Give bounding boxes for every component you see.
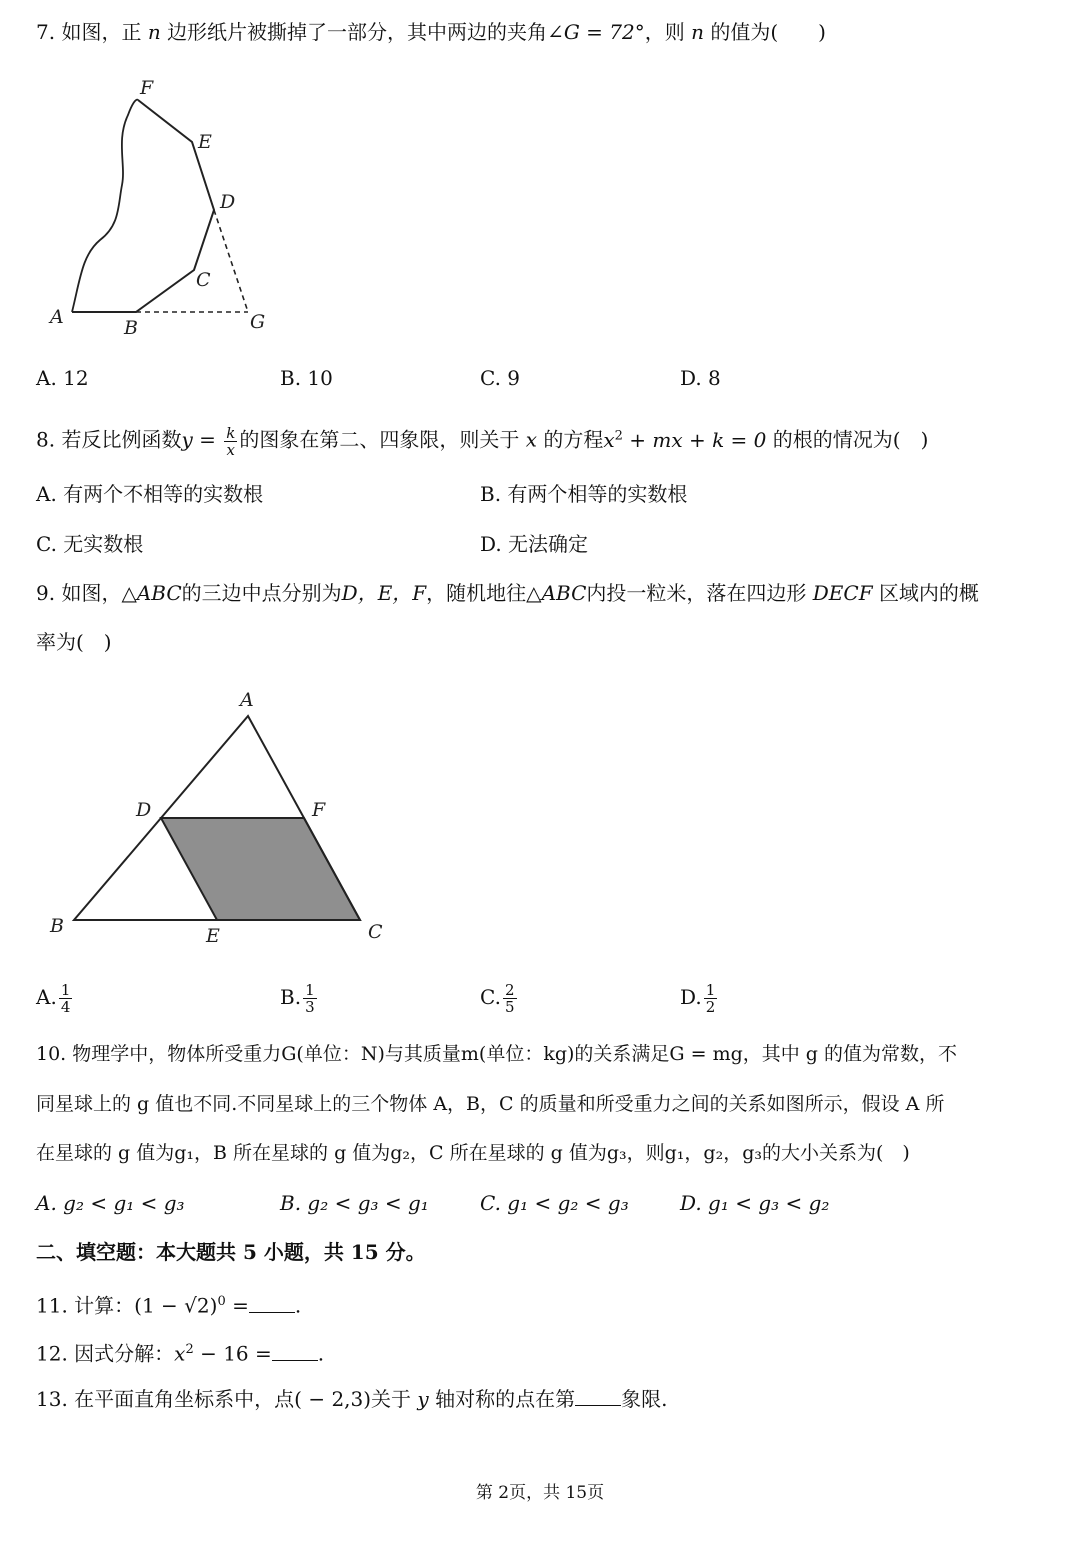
q9-option-d[interactable]: D. $\frac{1}{2}$ xyxy=(680,981,716,1016)
q7-label-F: F xyxy=(140,77,154,99)
q7-dashed-dg xyxy=(214,210,248,312)
q9-figure xyxy=(40,680,400,950)
q7-polygon-edges xyxy=(72,100,214,312)
q9-option-b[interactable]: B. $\frac{1}{3}$ xyxy=(280,981,315,1016)
q9-stem-line2: 率为( ) xyxy=(36,630,112,654)
q9-option-c-frac: $\frac{2}{5}$ xyxy=(504,981,515,1016)
q9-label-A: A xyxy=(240,689,254,711)
q10-option-a[interactable]: A. g₂ < g₁ < g₃ xyxy=(36,1191,185,1215)
q9-option-c[interactable]: C. $\frac{2}{5}$ xyxy=(480,981,515,1016)
q9-label-F: F xyxy=(312,799,326,821)
q10-stem-line1: 10. 物理学中，物体所受重力G(单位：N)与其质量m(单位：kg)的关系满足G = mg，其中 g 的值为常数，不 xyxy=(36,1043,958,1065)
section2-title: 二、填空题：本大题共 5 小题，共 15 分。 xyxy=(36,1240,426,1264)
q7-label-A: A xyxy=(50,306,64,328)
q10-stem-line2: 同星球上的 g 值也不同.不同星球上的三个物体 A，B，C 的质量和所受重力之间的关系如图所示，假设 A 所 xyxy=(36,1093,945,1115)
q7-option-b[interactable]: B. 10 xyxy=(280,366,333,390)
q7-torn-edge xyxy=(72,100,138,312)
q9-stem-line1: 9. 如图，△ABC的三边中点分别为D，E，F，随机地往△ABC内投一粒米，落在四边形 DECF 区域内的概 xyxy=(36,581,979,605)
q7-figure xyxy=(40,70,280,350)
q9-option-a-frac: $\frac{1}{4}$ xyxy=(60,981,71,1016)
q9-label-E: E xyxy=(206,925,220,947)
q7-label-B: B xyxy=(124,317,138,339)
page-footer: 第 2页，共 15页 xyxy=(475,1483,605,1503)
q7-label-G: G xyxy=(250,311,266,333)
q8-option-c[interactable]: C. 无实数根 xyxy=(36,532,144,556)
q9-label-C: C xyxy=(368,921,383,943)
q8-option-d[interactable]: D. 无法确定 xyxy=(480,532,589,556)
q9-shaded-quad-decf xyxy=(161,818,360,920)
q13-stem: 13. 在平面直角坐标系中，点( − 2,3)关于 y 轴对称的点在第 象限. xyxy=(36,1387,668,1411)
q10-option-d[interactable]: D. g₁ < g₃ < g₂ xyxy=(680,1191,830,1215)
q12-stem: 12. 因式分解：$x^2 - 16$ = . xyxy=(36,1341,325,1366)
q8-fraction: $\frac{k}{x}$ xyxy=(226,423,236,459)
q7-option-c[interactable]: C. 9 xyxy=(480,366,521,390)
q7-option-a[interactable]: A. 12 xyxy=(36,366,89,390)
q7-stem: 7. 如图，正 n 边形纸片被撕掉了一部分，其中两边的夹角∠G = 72°，则 n 的值为( ) xyxy=(36,20,826,44)
q7-label-C: C xyxy=(196,269,211,291)
q10-option-c[interactable]: C. g₁ < g₂ < g₃ xyxy=(480,1191,629,1215)
q12-answer-blank[interactable] xyxy=(272,1342,318,1361)
q13-answer-blank[interactable] xyxy=(575,1387,621,1406)
q9-option-a[interactable]: A. $\frac{1}{4}$ xyxy=(36,981,71,1016)
q8-option-a[interactable]: A. 有两个不相等的实数根 xyxy=(36,482,264,506)
q7-label-D: D xyxy=(220,191,236,213)
q11-answer-blank[interactable] xyxy=(249,1294,295,1313)
q8-option-b[interactable]: B. 有两个相等的实数根 xyxy=(480,482,688,506)
q10-option-b[interactable]: B. g₂ < g₃ < g₁ xyxy=(280,1191,429,1215)
q9-option-d-frac: $\frac{1}{2}$ xyxy=(705,981,716,1016)
q9-label-B: B xyxy=(50,915,64,937)
q10-stem-line3: 在星球的 g 值为g₁，B 所在星球的 g 值为g₂，C 所在星球的 g 值为g₃，则g₁，g₂，g₃的大小关系为( ) xyxy=(36,1142,910,1164)
q9-label-D: D xyxy=(136,799,152,821)
q7-option-d[interactable]: D. 8 xyxy=(680,366,721,390)
q8-stem: 8. 若反比例函数y = $\frac{k}{x}$ 的图象在第二、四象限，则关于 x 的方程$x^2$ + mx + k = 0 的根的情况为( ) xyxy=(36,423,929,459)
q7-label-E: E xyxy=(198,131,212,153)
q9-option-b-frac: $\frac{1}{3}$ xyxy=(305,981,315,1016)
q11-stem: 11. 计算：$(1 - √2)^0$ = . xyxy=(36,1293,302,1318)
